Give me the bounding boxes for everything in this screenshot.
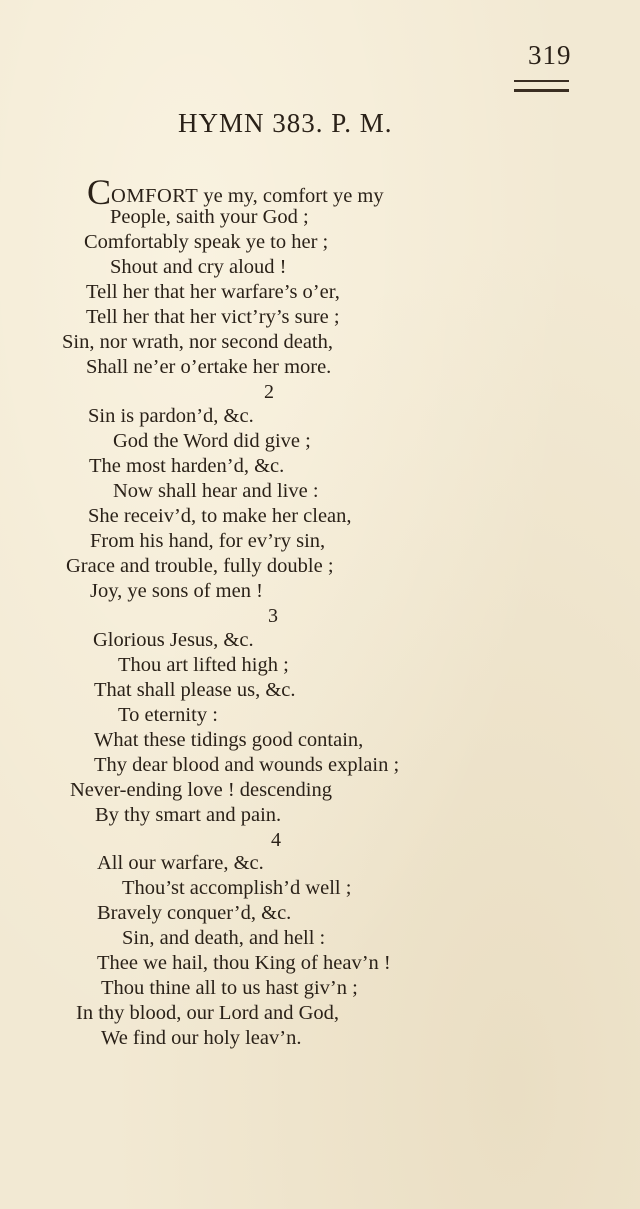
stanza-4-line-2: Thou’st accomplish’d well ; (122, 877, 352, 899)
stanza-1-line-3: Comfortably speak ye to her ; (84, 231, 329, 253)
stanza-1-line-4: Shout and cry aloud ! (110, 256, 287, 278)
stanza-2-line-3: The most harden’d, &c. (89, 455, 285, 477)
stanza-2-line-5: She receiv’d, to make her clean, (88, 505, 352, 527)
stanza-1-line-7: Sin, nor wrath, nor second death, (62, 331, 333, 353)
stanza-1-line-5: Tell her that her warfare’s o’er, (86, 281, 340, 303)
stanza-1-line-6: Tell her that her vict’ry’s sure ; (86, 306, 340, 328)
header-rule (514, 80, 569, 82)
stanza-4-line-7: In thy blood, our Lord and God, (76, 1002, 340, 1024)
stanza-3-line-5: What these tidings good contain, (94, 729, 364, 751)
stanza-2-line-7: Grace and trouble, fully double ; (66, 555, 334, 577)
stanza-2-line-4: Now shall hear and live : (113, 480, 319, 502)
stanza-2-line-6: From his hand, for ev’ry sin, (90, 530, 326, 552)
stanza-3-line-1: Glorious Jesus, &c. (93, 629, 254, 651)
stanza-3-line-6: Thy dear blood and wounds explain ; (94, 754, 400, 776)
hymn-title: HYMN 383. P. M. (178, 108, 393, 138)
stanza-number: 3 (268, 605, 278, 627)
stanza-3-line-3: That shall please us, &c. (94, 679, 296, 701)
stanza-2-line-1: Sin is pardon’d, &c. (88, 405, 254, 427)
drop-cap: C (87, 172, 112, 212)
stanza-3-line-7: Never-ending love ! descending (70, 779, 333, 801)
stanza-3-line-4: To eternity : (118, 704, 218, 726)
stanza-2-line-8: Joy, ye sons of men ! (90, 580, 263, 602)
stanza-3-line-2: Thou art lifted high ; (118, 654, 289, 676)
stanza-4-line-6: Thou thine all to us hast giv’n ; (101, 977, 358, 999)
stanza-number: 4 (271, 829, 281, 851)
stanza-1-line-2: People, saith your God ; (110, 206, 309, 228)
header-rule-thick (514, 89, 569, 92)
opening-word: OMFORT (111, 185, 199, 207)
stanza-4-line-5: Thee we hail, thou King of heav’n ! (97, 952, 391, 974)
page-number: 319 (528, 40, 572, 70)
stanza-1-line-8: Shall ne’er o’ertake her more. (86, 356, 332, 378)
stanza-4-line-8: We find our holy leav’n. (101, 1027, 302, 1049)
opening-line-rest: ye my, comfort ye my (198, 185, 384, 207)
stanza-number: 2 (264, 381, 274, 403)
stanza-4-line-4: Sin, and death, and hell : (122, 927, 326, 949)
stanza-1-line-1 (87, 172, 384, 212)
stanza-3-line-8: By thy smart and pain. (95, 804, 282, 826)
stanza-4-line-1: All our warfare, &c. (97, 852, 264, 874)
stanza-2-line-2: God the Word did give ; (113, 430, 311, 452)
stanza-4-line-3: Bravely conquer’d, &c. (97, 902, 292, 924)
